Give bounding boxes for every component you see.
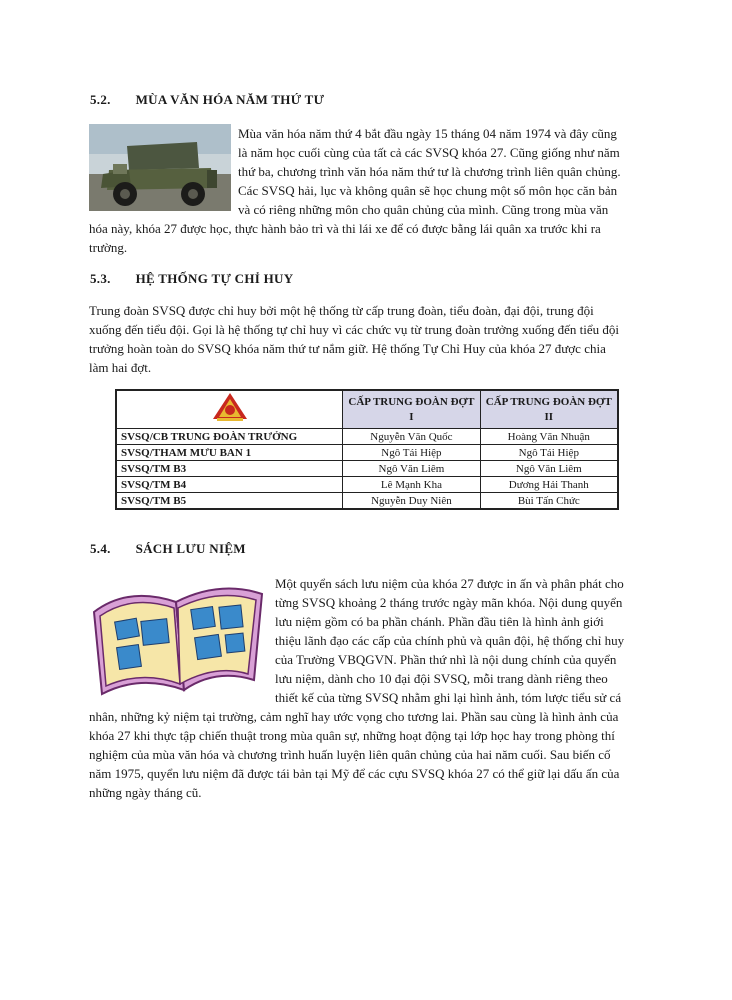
column-header-dot-1: CẤP TRUNG ĐOÀN ĐỢT I — [343, 390, 480, 429]
section-title: HỆ THỐNG TỰ CHỈ HUY — [135, 271, 294, 286]
section-heading-5-4 — [90, 541, 246, 557]
role-cell: SVSQ/TM B3 — [116, 461, 343, 477]
name-cell: Bùi Tấn Chức — [480, 493, 618, 510]
name-cell: Ngô Tái Hiệp — [480, 445, 618, 461]
name-cell: Lê Mạnh Kha — [343, 477, 480, 493]
paragraph-5-4-wrapped — [275, 574, 646, 707]
text-line: lưu niệm gồm có ba phần chánh. Phần đầu tiên là hình ảnh giới — [275, 614, 604, 629]
table-row — [116, 477, 618, 493]
paragraph-5-2-wrapped — [238, 124, 646, 219]
text-line: thiệu lãnh đạo các cấp của chính phủ và quân đội, hệ thống chỉ huy — [275, 633, 625, 648]
text-line: trường. — [89, 240, 128, 255]
role-cell: SVSQ/CB TRUNG ĐOÀN TRƯỞNG — [116, 429, 343, 445]
table-row — [116, 493, 618, 510]
name-cell: Ngô Tái Hiệp — [343, 445, 480, 461]
column-header-dot-2: CẤP TRUNG ĐOÀN ĐỢT II — [480, 390, 618, 429]
text-line: thứ ba, chương trình văn hóa năm thứ tư là chương trình liên quân chủng. — [238, 164, 621, 179]
role-cell: SVSQ/TM B4 — [116, 477, 343, 493]
text-line: nghiệm của mùa văn hóa và chương trình huấn luyện liên quân chủng của hai năm cuối. Sau biến cố — [89, 747, 611, 762]
text-line: của Trường VBQGVN. Phần thứ nhì là nội dung chính của quyển — [275, 652, 617, 667]
text-line: là năm học cuối cùng của tất cả các SVSQ khóa 27. Cũng giống như năm — [238, 145, 620, 160]
table-row — [116, 429, 618, 445]
section-number: 5.4. — [90, 541, 111, 556]
paragraph-5-3 — [89, 301, 646, 377]
paragraph-5-2-full — [89, 219, 646, 257]
text-line: Các SVSQ hải, lục và không quân sẽ học chung một số môn học căn bản — [238, 183, 618, 198]
text-line: lưu niệm, dành cho 10 đại đội SVSQ, mỗi trang dành riêng theo — [275, 671, 608, 686]
text-line: Mùa văn hóa năm thứ 4 bắt đầu ngày 15 tháng 04 năm 1974 và đây cũng — [238, 126, 617, 141]
section-number: 5.2. — [90, 92, 111, 107]
text-line: năm 1975, quyển lưu niệm đã được tái bản tại Mỹ để các cựu SVSQ khóa 27 có thể giữ lại dấu ấn của — [89, 766, 620, 781]
text-line: Một quyển sách lưu niệm của khóa 27 được in ấn và phân phát cho — [275, 576, 624, 591]
text-line: xuống đến tiểu đội. Gọi là hệ thống tự chỉ huy vì các chức vụ từ trung đoàn trưởng xuống đến tiểu đội — [89, 322, 620, 337]
text-line: làm hai đợt. — [89, 360, 152, 375]
table-row — [116, 461, 618, 477]
text-line: và có riêng những môn cho quân chủng của mình. Cũng trong mùa văn — [238, 202, 609, 217]
command-table — [115, 389, 619, 510]
name-cell: Ngô Văn Liêm — [343, 461, 480, 477]
section-number: 5.3. — [90, 271, 111, 286]
role-cell: SVSQ/THAM MƯU BAN 1 — [116, 445, 343, 461]
academy-emblem — [211, 391, 249, 423]
paragraph-5-4-full — [89, 707, 646, 802]
open-book-clipart — [88, 572, 266, 704]
section-title: MÙA VĂN HÓA NĂM THỨ TƯ — [135, 92, 325, 107]
name-cell: Nguyễn Duy Niên — [343, 493, 480, 510]
name-cell: Hoàng Văn Nhuận — [480, 429, 618, 445]
table-row — [116, 445, 618, 461]
name-cell: Ngô Văn Liêm — [480, 461, 618, 477]
text-line: thiết kế của từng SVSQ nhằm ghi lại hình ảnh, tóm lược tiểu sử cá — [275, 690, 622, 705]
text-line: hóa này, khóa 27 được học, thực hành bảo trì và thi lái xe để có được bằng lái quân xa trước khi ra — [89, 221, 601, 236]
name-cell: Nguyễn Văn Quốc — [343, 429, 480, 445]
text-line: trưởng hoàn toàn do SVSQ khóa năm thứ tư nắm giữ. Hệ thống Tự Chỉ Huy của khóa 27 được chia — [89, 341, 606, 356]
emblem-cell — [116, 390, 343, 429]
table-header-row — [116, 390, 618, 429]
text-line: nhân, những kỷ niệm tại trường, cảm nghĩ hay ước vọng cho tương lai. Phần sau cùng là hình ảnh của — [89, 709, 619, 724]
jeep-photo — [89, 124, 231, 211]
text-line: khóa 27 khi thực tập chiến thuật trong mùa quân sự, những hoạt động tại lớp học hay trong phòng thí — [89, 728, 615, 743]
text-line: Trung đoàn SVSQ được chỉ huy bởi một hệ thống từ cấp trung đoàn, tiểu đoàn, đại đội, trung đội — [89, 303, 594, 318]
text-line: từng SVSQ khoảng 2 tháng trước ngày mãn khóa. Nội dung quyển — [275, 595, 623, 610]
section-title: SÁCH LƯU NIỆM — [135, 541, 246, 556]
text-line: những ngày tháng cũ. — [89, 785, 202, 800]
section-heading-5-3 — [90, 271, 293, 287]
section-heading-5-2 — [90, 92, 324, 108]
role-cell: SVSQ/TM B5 — [116, 493, 343, 510]
name-cell: Dương Hải Thanh — [480, 477, 618, 493]
